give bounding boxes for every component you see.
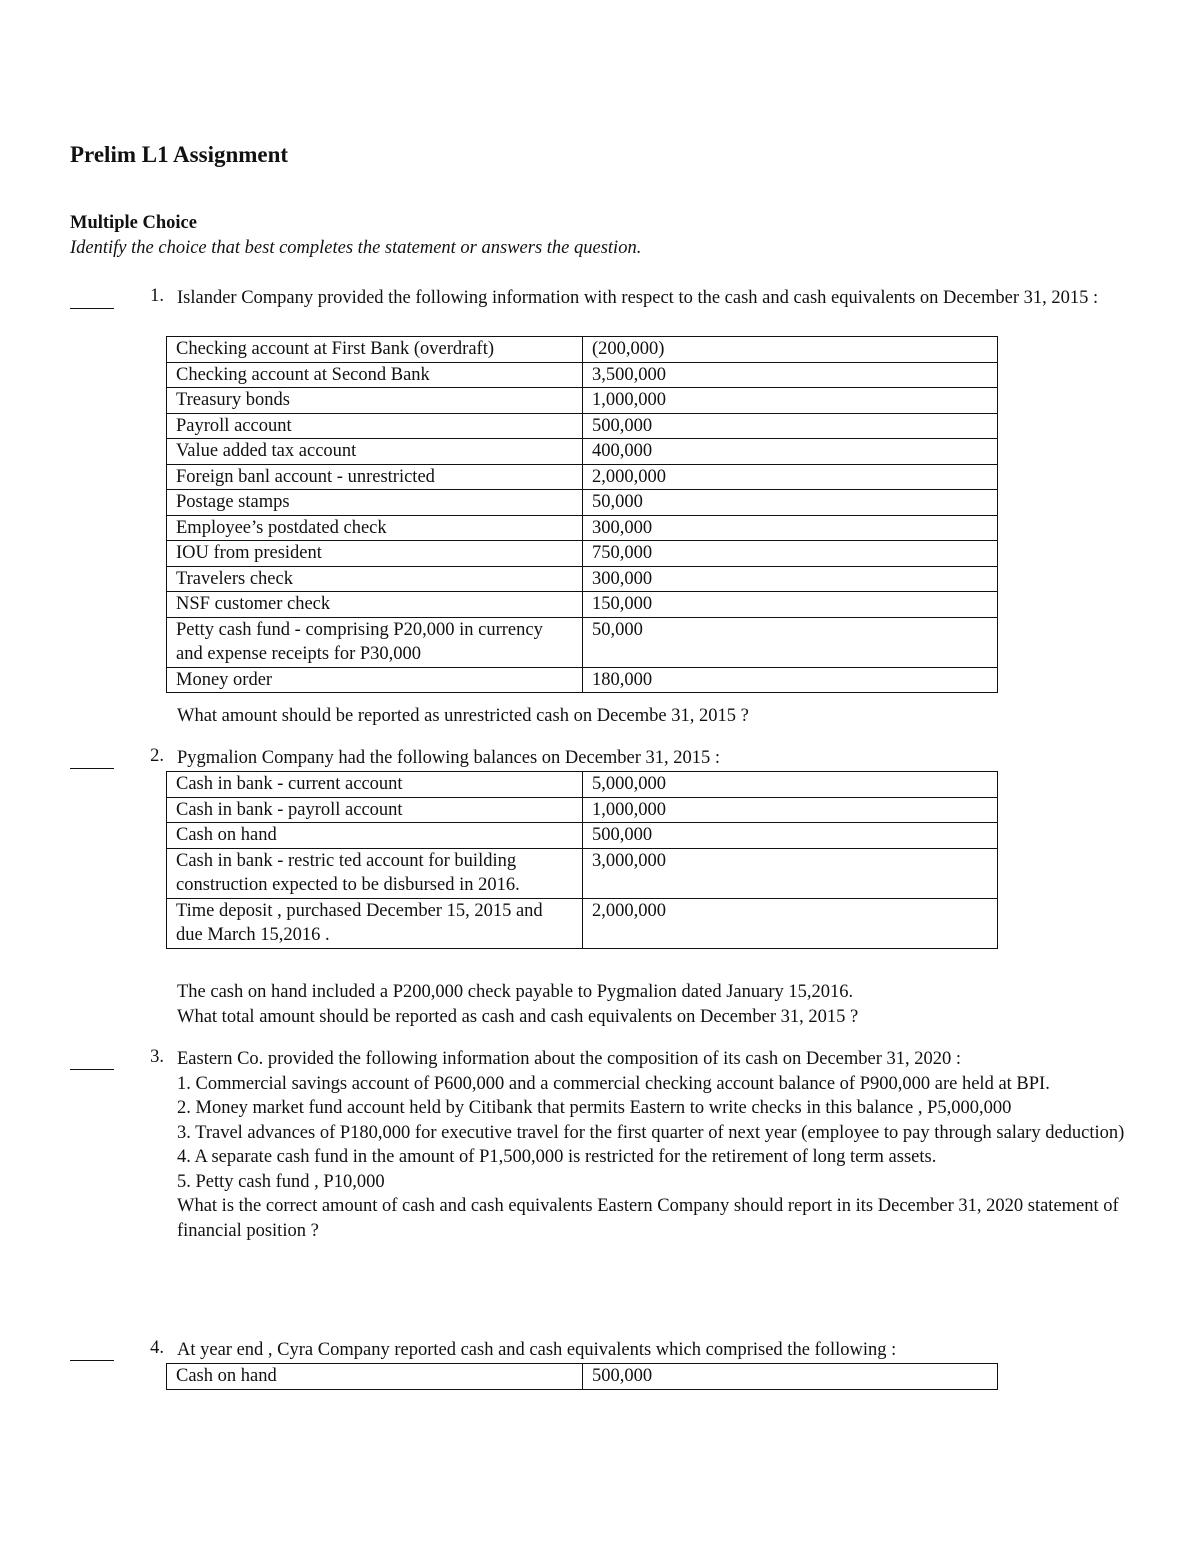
- table-row: [167, 898, 998, 948]
- table-row: [167, 439, 998, 465]
- cash-table-q2: [166, 771, 998, 949]
- question-intro: Islander Company provided the following information with respect to the cash and cash equivalents on December 31, 2015 :: [177, 288, 1099, 308]
- list-item: 2. Money market fund account held by Citibank that permits Eastern to write checks in this balance , P5,000,000: [177, 1098, 1012, 1118]
- row-value: 500,000: [583, 823, 998, 849]
- section-heading: Multiple Choice: [70, 213, 197, 233]
- row-label: Travelers check: [167, 566, 583, 592]
- list-item: 3. Travel advances of P180,000 for executive travel for the first quarter of next year (employee to pay through salary deduction): [177, 1122, 1125, 1143]
- row-value: 2,000,000: [583, 464, 998, 490]
- row-label: Cash in bank - restric ted account for building construction expected to be disbursed in 2016.: [167, 848, 583, 898]
- table-row: [167, 464, 998, 490]
- question-note: The cash on hand included a P200,000 check payable to Pygmalion dated January 15,2016. What total amount should be reported as cash and cash equivalents on December 31, 2015 ?: [177, 982, 859, 1027]
- table-row: [167, 515, 998, 541]
- row-label: Money order: [167, 667, 583, 693]
- table-row: [167, 823, 998, 849]
- question-number: 2.: [150, 746, 164, 766]
- cash-table-q4: [166, 1363, 998, 1390]
- row-label: Checking account at Second Bank: [167, 362, 583, 388]
- row-value: 400,000: [583, 439, 998, 465]
- row-value: (200,000): [583, 337, 998, 363]
- cash-table-q1: [166, 336, 998, 693]
- row-label: Cash on hand: [167, 823, 583, 849]
- row-label: Time deposit , purchased December 15, 2015 and due March 15,2016 .: [167, 898, 583, 948]
- row-value: 3,000,000: [583, 848, 998, 898]
- instructions: Identify the choice that best completes the statement or answers the question.: [70, 238, 642, 258]
- row-label: IOU from president: [167, 541, 583, 567]
- table-row: [167, 490, 998, 516]
- row-value: 300,000: [583, 515, 998, 541]
- row-value: 150,000: [583, 592, 998, 618]
- row-label: Cash in bank - payroll account: [167, 797, 583, 823]
- question-number: 1.: [150, 286, 164, 306]
- row-label: Cash in bank - current account: [167, 772, 583, 798]
- table-row: [167, 797, 998, 823]
- list-item: 4. A separate cash fund in the amount of P1,500,000 is restricted for the retirement of long term assets.: [177, 1147, 937, 1167]
- row-label: NSF customer check: [167, 592, 583, 618]
- row-label: Value added tax account: [167, 439, 583, 465]
- table-row: [167, 541, 998, 567]
- list-item: 5. Petty cash fund , P10,000: [177, 1171, 385, 1192]
- row-value: 750,000: [583, 541, 998, 567]
- list-item: 1. Commercial savings account of P600,000 and a commercial checking account balance of P900,000 are held at BPI.: [177, 1073, 1050, 1094]
- row-value: 500,000: [583, 413, 998, 439]
- answer-blank[interactable]: [70, 1069, 114, 1070]
- row-value: 3,500,000: [583, 362, 998, 388]
- table-row: [167, 413, 998, 439]
- page-title: Prelim L1 Assignment: [70, 142, 289, 167]
- row-value: 2,000,000: [583, 898, 998, 948]
- row-value: 50,000: [583, 490, 998, 516]
- answer-blank[interactable]: [70, 1360, 114, 1361]
- table-row: [167, 848, 998, 898]
- table-row: [167, 667, 998, 693]
- row-value: 5,000,000: [583, 772, 998, 798]
- question-intro: At year end , Cyra Company reported cash and cash equivalents which comprised the following :: [177, 1340, 897, 1360]
- table-row: [167, 362, 998, 388]
- question-number: 3.: [150, 1047, 164, 1067]
- row-value: 1,000,000: [583, 797, 998, 823]
- row-value: 300,000: [583, 566, 998, 592]
- question-body: Eastern Co. provided the following information about the composition of its cash on December 31, 2020 : 1. Commercial savings account of P600,000 and a commercial checking account balance of P900,000 are held at BPI. 2. Money market fund account held by Citibank that permits Eastern to write checks in this balance , P5,000,000 3. Travel advances of P180,000 for executive travel for the first quarter of next year (employee to pay through salary deduction) 4. A separate cash fund in the amount of P1,500,000 is restricted for the retirement of long term assets. 5. Petty cash fund , P10,000 What is the correct amount of cash and cash equivalents Eastern Company should report in its December 31, 2020 statement of financial position ?: [177, 1047, 1132, 1243]
- answer-blank[interactable]: [70, 768, 114, 769]
- table-row: [167, 1364, 998, 1390]
- row-label: Petty cash fund - comprising P20,000 in currency and expense receipts for P30,000: [167, 617, 583, 667]
- row-label: Cash on hand: [167, 1364, 583, 1390]
- question-intro: Pygmalion Company had the following balances on December 31, 2015 :: [177, 748, 721, 768]
- table-row: [167, 592, 998, 618]
- row-label: Employee’s postdated check: [167, 515, 583, 541]
- row-value: 500,000: [583, 1364, 998, 1390]
- table-row: [167, 337, 998, 363]
- table-row: [167, 617, 998, 667]
- row-label: Treasury bonds: [167, 388, 583, 414]
- table-row: [167, 388, 998, 414]
- row-value: 50,000: [583, 617, 998, 667]
- row-label: Checking account at First Bank (overdraft): [167, 337, 583, 363]
- row-value: 180,000: [583, 667, 998, 693]
- row-label: Postage stamps: [167, 490, 583, 516]
- question-number: 4.: [150, 1338, 164, 1358]
- answer-blank[interactable]: [70, 308, 114, 309]
- question-prompt: What amount should be reported as unrestricted cash on Decembe 31, 2015 ?: [177, 706, 749, 726]
- row-label: Payroll account: [167, 413, 583, 439]
- row-label: Foreign banl account - unrestricted: [167, 464, 583, 490]
- table-row: [167, 772, 998, 798]
- table-row: [167, 566, 998, 592]
- row-value: 1,000,000: [583, 388, 998, 414]
